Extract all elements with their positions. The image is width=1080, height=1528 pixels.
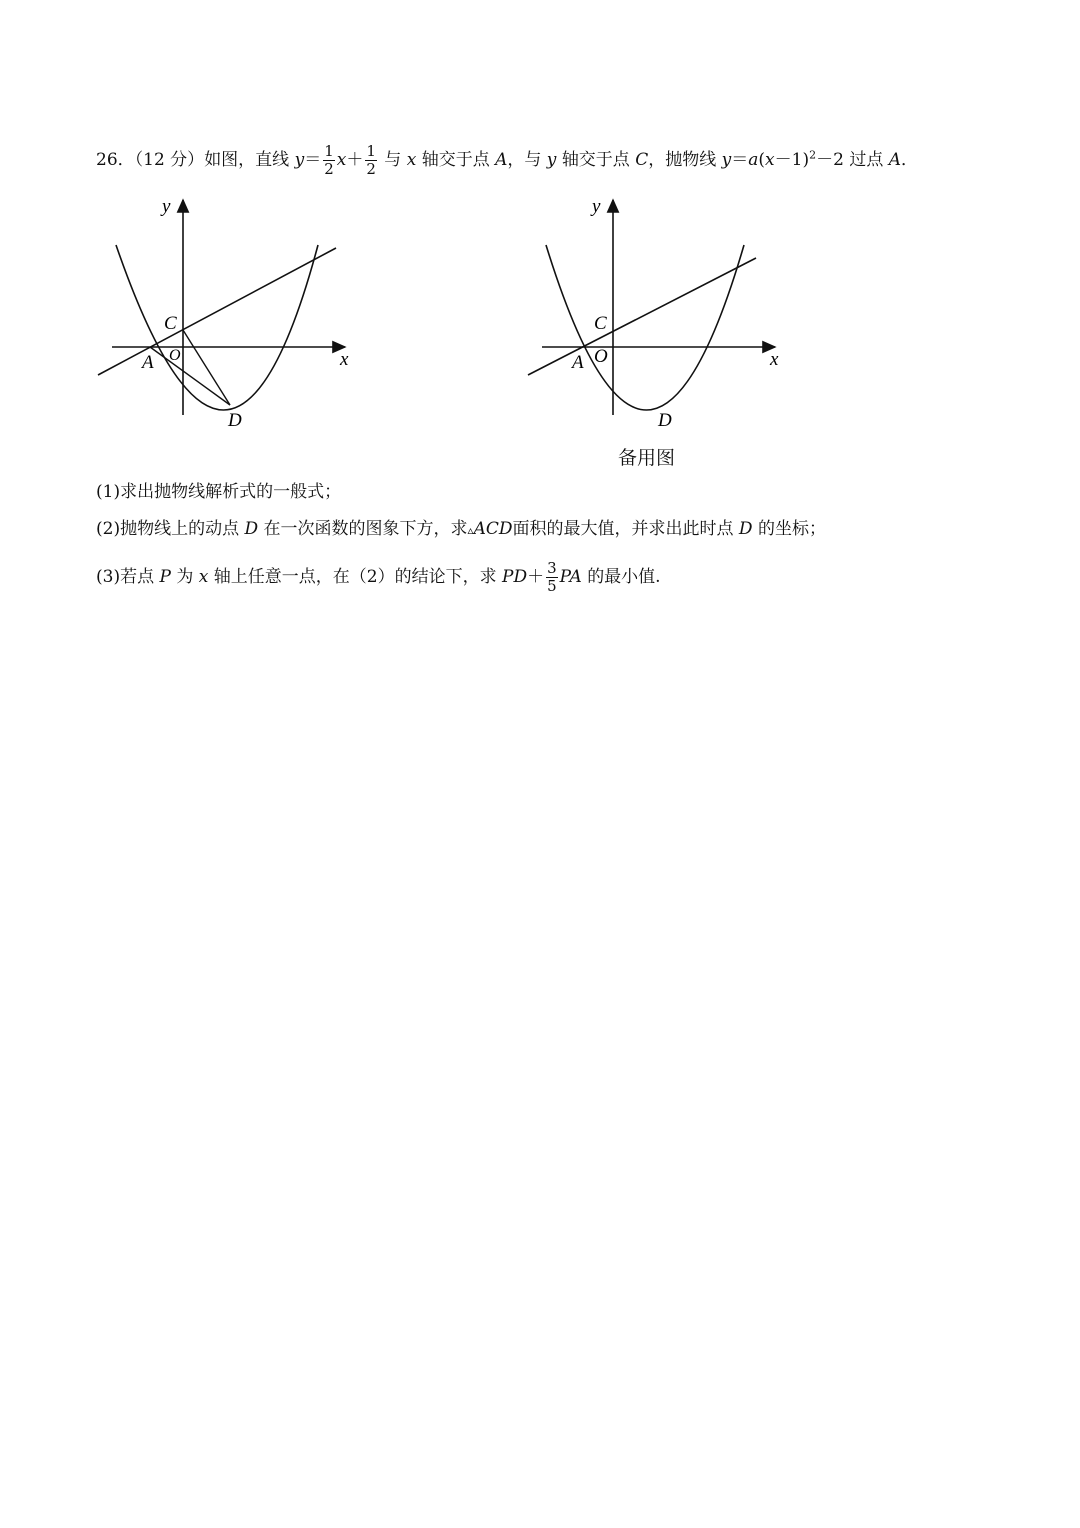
triangle-label: ACD — [473, 519, 513, 539]
question-text: 面积的最大值，并求出此时点 — [512, 519, 734, 539]
fraction-numerator: 3 — [547, 559, 557, 577]
linear-function-line — [528, 258, 756, 375]
question-text: (1)求出抛物线解析式的一般式； — [96, 482, 342, 502]
text-segment: 过点 — [849, 150, 884, 170]
fraction-numerator: 1 — [324, 142, 334, 160]
question-text: 的最小值. — [587, 567, 661, 587]
label-y: y — [162, 196, 171, 217]
math-term: PA — [559, 567, 582, 587]
fraction — [546, 560, 558, 595]
text-segment: ，与 — [507, 150, 542, 170]
label-O: O — [594, 346, 608, 367]
math-var: x — [765, 150, 775, 170]
triangle-symbol: ▵ — [467, 523, 474, 537]
math-exponent: 2 — [809, 148, 817, 162]
label-D: D — [228, 410, 242, 431]
fraction-numerator: 1 — [366, 142, 376, 160]
label-y: y — [592, 196, 601, 217]
math-var: a — [748, 150, 759, 170]
point-label: P — [159, 567, 171, 587]
question-text: 的坐标； — [757, 519, 826, 539]
label-A: A — [572, 352, 584, 373]
text-segment: 轴交于点 — [561, 150, 630, 170]
fraction-denominator: 2 — [324, 160, 334, 178]
math-term: －1 — [774, 150, 803, 170]
fraction — [365, 143, 377, 178]
fraction-denominator: 5 — [547, 577, 557, 595]
question-text: (2)抛物线上的动点 — [96, 519, 240, 539]
segment-AD — [150, 347, 230, 405]
point-label: C — [635, 150, 649, 170]
figure-caption: 备用图 — [618, 447, 676, 469]
segment-CD — [183, 330, 230, 405]
label-C: C — [164, 313, 177, 334]
text-segment: 如图，直线 — [204, 150, 290, 170]
label-x: x — [340, 349, 349, 370]
math-var: x — [198, 567, 209, 587]
math-var: y — [721, 150, 732, 170]
fraction — [323, 143, 335, 178]
math-term: PD — [502, 567, 528, 587]
math-op: ＋ — [527, 567, 545, 587]
math-op: ＝ — [731, 150, 749, 170]
question-text: 在一次函数的图象下方，求 — [263, 519, 468, 539]
math-var: x — [336, 150, 347, 170]
math-op: ＝ — [304, 150, 322, 170]
linear-function-line — [98, 248, 336, 375]
problem-statement — [96, 143, 918, 178]
question-text: 轴上任意一点，在（2）的结论下，求 — [213, 567, 497, 587]
point-label: A — [495, 150, 508, 170]
problem-score: （12 分） — [134, 150, 205, 170]
label-D: D — [658, 410, 672, 431]
math-var: y — [546, 150, 557, 170]
label-A: A — [142, 352, 154, 373]
text-segment: 轴交于点 — [421, 150, 490, 170]
point-label: D — [738, 519, 753, 539]
math-paren: ( — [758, 150, 766, 170]
math-var: y — [294, 150, 305, 170]
math-var: x — [406, 150, 417, 170]
fraction-denominator: 2 — [366, 160, 376, 178]
question-text: (3)若点 — [96, 567, 155, 587]
math-term: －2 — [816, 150, 844, 170]
figure-right — [520, 190, 800, 440]
math-paren: ) — [802, 150, 810, 170]
question-text: 为 — [176, 567, 194, 587]
text-segment: ，抛物线 — [648, 150, 717, 170]
question-1 — [96, 480, 341, 504]
figure-left — [90, 190, 370, 440]
problem-number: 26． — [96, 150, 135, 170]
label-C: C — [594, 313, 607, 334]
label-O: O — [169, 347, 181, 364]
parabola-curve — [546, 245, 744, 410]
text-segment: 与 — [384, 150, 402, 170]
math-op: ＋ — [346, 150, 364, 170]
text-segment: ． — [901, 150, 919, 170]
label-x: x — [770, 349, 779, 370]
point-label: D — [244, 519, 259, 539]
point-label: A — [888, 150, 902, 170]
question-3 — [96, 560, 661, 595]
question-2 — [96, 517, 826, 542]
